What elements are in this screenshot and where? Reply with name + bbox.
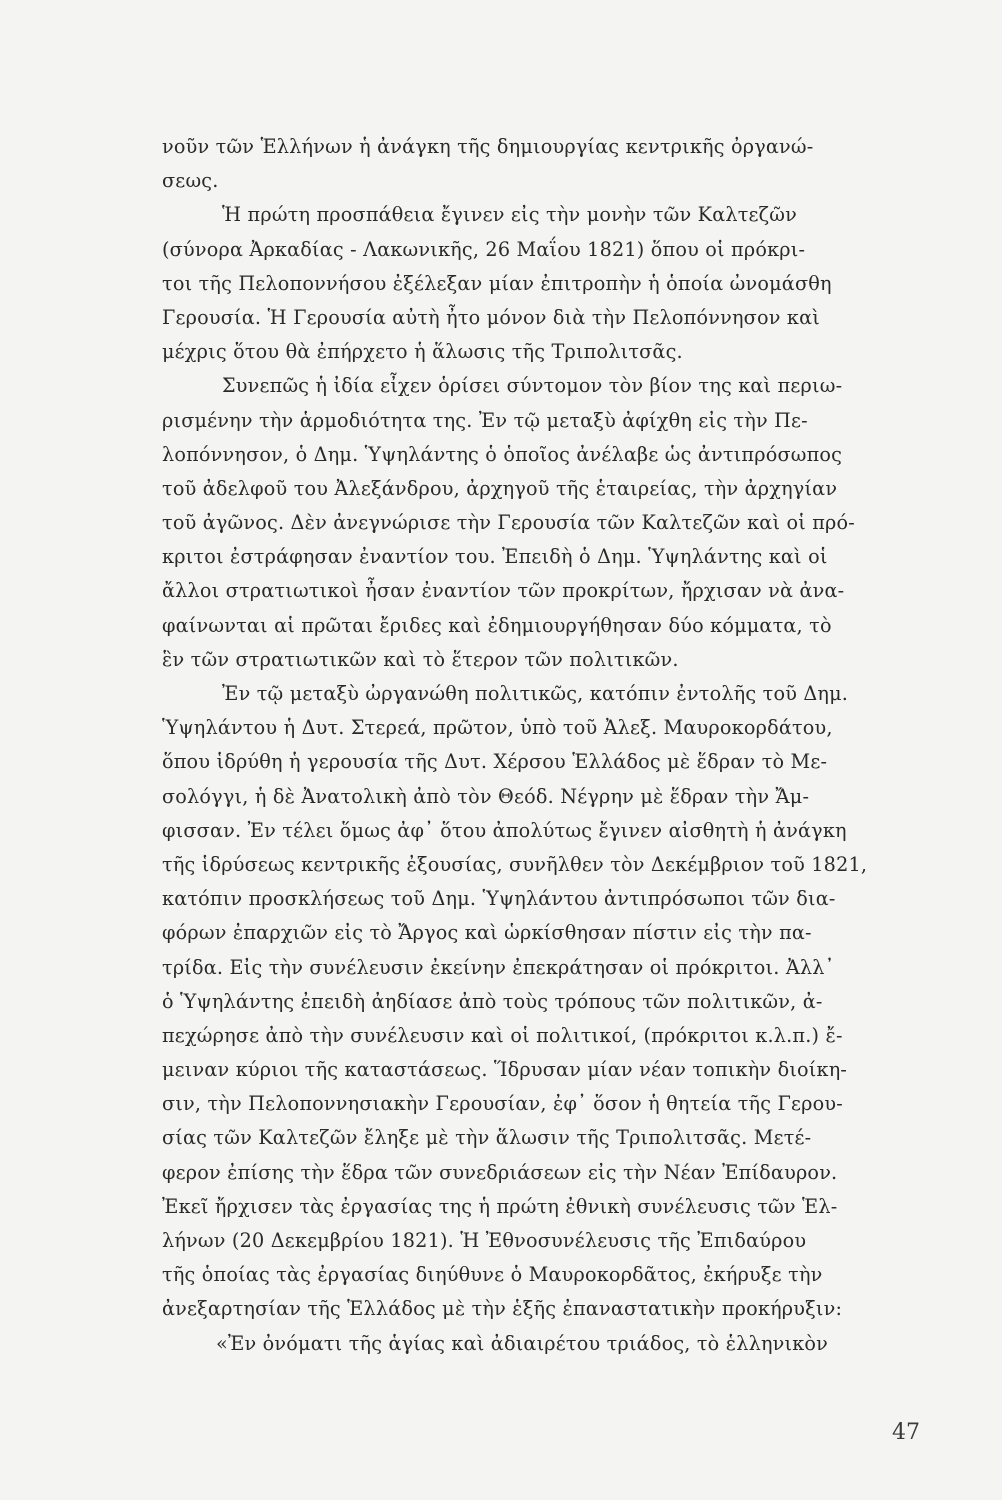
page-number: 47 — [892, 1420, 920, 1445]
text-line: ἄλλοι στρατιωτικοὶ ἦσαν ἐναντίον τῶν προκρίτων, ἤρχισαν νὰ ἀνα- — [162, 579, 845, 603]
text-line: ρισμένην τὴν ἁρμοδιότητα της. Ἐν τῷ μεταξὺ ἀφίχθη εἰς τὴν Πε- — [162, 408, 808, 432]
text-line: Ὑψηλάντου ἡ Δυτ. Στερεά, πρῶτον, ὑπὸ τοῦ Ἀλεξ. Μαυροκορδάτου, — [162, 716, 833, 740]
text-line: φερον ἐπίσης τὴν ἕδρα τῶν συνεδριάσεων εἰς τὴν Νέαν Ἐπίδαυρον. — [162, 1160, 838, 1184]
text-line: μέχρις ὅτου θὰ ἐπήρχετο ἡ ἅλωσις τῆς Τριπολιτσᾶς. — [162, 340, 683, 364]
text-line: τοῦ ἀγῶνος. Δὲν ἀνεγνώρισε τὴν Γερουσία τῶν Καλτεζῶν καὶ οἱ πρό- — [162, 511, 855, 535]
text-line: λοπόννησον, ὁ Δημ. Ὑψηλάντης ὁ ὁποῖος ἀνέλαβε ὡς ἀντιπρόσωπος — [162, 442, 843, 466]
text-line: πεχώρησε ἀπὸ τὴν συνέλευσιν καὶ οἱ πολιτικοί, (πρόκριτοι κ.λ.π.) ἔ- — [162, 1023, 843, 1047]
text-line: τρίδα. Εἰς τὴν συνέλευσιν ἐκείνην ἐπεκράτησαν οἱ πρόκριτοι. Ἀλλ᾽ — [162, 955, 835, 979]
text-line: τοι τῆς Πελοποννήσου ἐξέλεξαν μίαν ἐπιτροπὴν ἡ ὁποία ὠνομάσθη — [162, 271, 832, 295]
body-text — [162, 130, 908, 1361]
text-line: ἀνεξαρτησίαν τῆς Ἑλλάδος μὲ τὴν ἑξῆς ἐπαναστατικὴν προκήρυξιν: — [162, 1297, 843, 1321]
text-line: φαίνωνται αἱ πρῶται ἔριδες καὶ ἐδημιουργήθησαν δύο κόμματα, τὸ — [162, 613, 832, 637]
text-line: κριτοι ἐστράφησαν ἐναντίον του. Ἐπειδὴ ὁ Δημ. Ὑψηλάντης καὶ οἱ — [162, 545, 828, 569]
text-line: Ἡ πρώτη προσπάθεια ἔγινεν εἰς τὴν μονὴν τῶν Καλτεζῶν — [222, 203, 797, 227]
text-line: φισσαν. Ἐν τέλει ὅμως ἀφ᾽ ὅτου ἀπολύτως ἔγινεν αἰσθητὴ ἡ ἀνάγκη — [162, 818, 847, 842]
text-line: σολόγγι, ἡ δὲ Ἀνατολικὴ ἀπὸ τὸν Θεόδ. Νέγρην μὲ ἕδραν τὴν Ἄμ- — [162, 784, 810, 808]
text-line: σίας τῶν Καλτεζῶν ἔληξε μὲ τὴν ἅλωσιν τῆς Τριπολιτσᾶς. Μετέ- — [162, 1126, 812, 1150]
text-line: τοῦ ἀδελφοῦ του Ἀλεξάνδρου, ἀρχηγοῦ τῆς ἑταιρείας, τὴν ἀρχηγίαν — [162, 476, 838, 500]
text-line: νοῦν τῶν Ἑλλήνων ἡ ἀνάγκη τῆς δημιουργίας κεντρικῆς ὀργανώ- — [162, 135, 814, 158]
text-line: τῆς ἱδρύσεως κεντρικῆς ἐξουσίας, συνῆλθεν τὸν Δεκέμβριον τοῦ 1821, — [162, 852, 868, 876]
text-line: Ἐν τῷ μεταξὺ ὠργανώθη πολιτικῶς, κατόπιν ἐντολῆς τοῦ Δημ. — [222, 682, 849, 705]
text-line: Γερουσία. Ἡ Γερουσία αὐτὴ ἦτο μόνον διὰ τὴν Πελοπόννησον καὶ — [162, 305, 820, 329]
text-line: κατόπιν προσκλήσεως τοῦ Δημ. Ὑψηλάντου ἀντιπρόσωποι τῶν δια- — [162, 887, 836, 911]
text-line: τῆς ὁποίας τὰς ἐργασίας διηύθυνε ὁ Μαυροκορδᾶτος, ἐκήρυξε τὴν — [162, 1263, 823, 1287]
text-line: ἓν τῶν στρατιωτικῶν καὶ τὸ ἕτερον τῶν πολιτικῶν. — [162, 647, 679, 671]
text-line: σιν, τὴν Πελοποννησιακὴν Γερουσίαν, ἐφ᾽ ὅσον ἡ θητεία τῆς Γερου- — [162, 1092, 843, 1116]
text-line: φόρων ἐπαρχιῶν εἰς τὸ Ἄργος καὶ ὡρκίσθησαν πίστιν εἰς τὴν πα- — [162, 921, 812, 945]
text-line: «Ἐν ὀνόματι τῆς ἁγίας καὶ ἀδιαιρέτου τριάδος, τὸ ἑλληνικὸν — [216, 1331, 829, 1355]
text-line: ὅπου ἱδρύθη ἡ γερουσία τῆς Δυτ. Χέρσου Ἑλλάδος μὲ ἕδραν τὸ Με- — [162, 750, 828, 774]
text-line: σεως. — [162, 169, 219, 193]
text-line: Ἐκεῖ ἤρχισεν τὰς ἐργασίας της ἡ πρώτη ἐθνικὴ συνέλευσις τῶν Ἑλ- — [162, 1194, 838, 1218]
text-line: μειναν κύριοι τῆς καταστάσεως. Ἵδρυσαν μίαν νέαν τοπικὴν διοίκη- — [162, 1058, 848, 1082]
text-line: Συνεπῶς ἡ ἰδία εἶχεν ὁρίσει σύντομον τὸν βίον της καὶ περιω- — [222, 374, 843, 398]
text-line: (σύνορα Ἀρκαδίας - Λακωνικῆς, 26 Μαΐου 1821) ὅπου οἱ πρόκρι- — [162, 237, 806, 261]
text-line: λήνων (20 Δεκεμβρίου 1821). Ἡ Ἐθνοσυνέλευσις τῆς Ἐπιδαύρου — [162, 1229, 807, 1252]
text-line: ὁ Ὑψηλάντης ἐπειδὴ ἀηδίασε ἀπὸ τοὺς τρόπους τῶν πολιτικῶν, ἀ- — [162, 989, 823, 1013]
